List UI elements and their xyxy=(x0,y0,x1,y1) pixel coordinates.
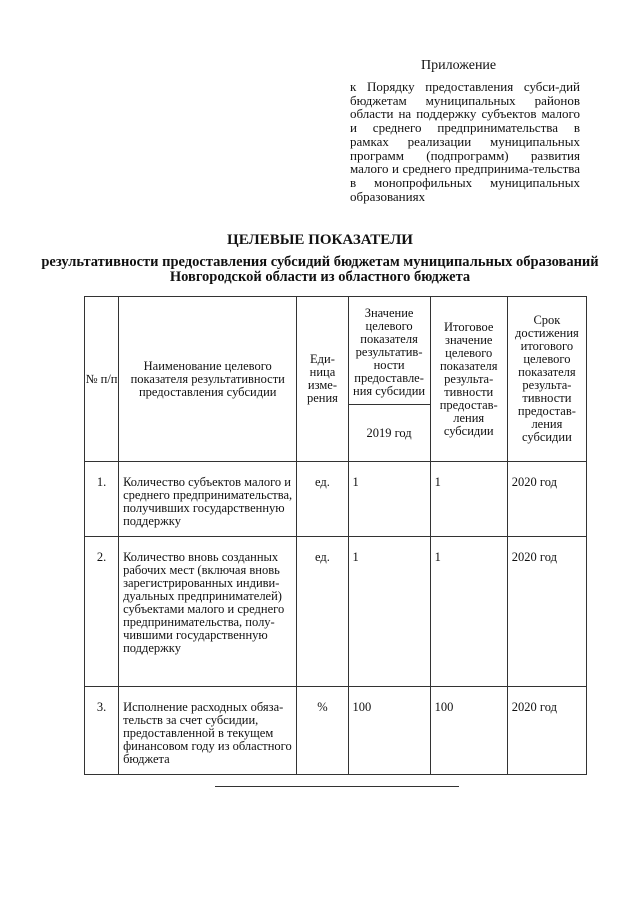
header-name: Наименование целевого показателя результативности предоставления субсидии xyxy=(119,297,297,462)
document-title: ЦЕЛЕВЫЕ ПОКАЗАТЕЛИ xyxy=(227,232,413,248)
row-name: Количество вновь созданных рабочих мест (включая вновь зарегистрированных индиви-дуальных предпринимателей) субъектами малого и среднего предпринимательства, полу-чившими государственную поддержку xyxy=(119,537,297,687)
row-num: 2. xyxy=(85,537,119,687)
header-value-year: 2019 год xyxy=(348,405,430,462)
row-total: 1 xyxy=(430,537,507,687)
row-value: 1 xyxy=(348,462,430,537)
row-total: 1 xyxy=(430,462,507,537)
header-total: Итоговое значение целевого показателя результа-тивности предостав-ления субсидии xyxy=(430,297,507,462)
row-value: 100 xyxy=(348,687,430,775)
row-unit: ед. xyxy=(297,462,348,537)
row-unit: % xyxy=(297,687,348,775)
row-unit: ед. xyxy=(297,537,348,687)
row-num: 1. xyxy=(85,462,119,537)
row-name: Количество субъектов малого и среднего предпринимательства, получивших государственную поддержку xyxy=(119,462,297,537)
header-term: Срок достижения итогового целевого показателя результа-тивности предостав-ления субсидии xyxy=(507,297,586,462)
table-row xyxy=(85,687,587,775)
row-term: 2020 год xyxy=(507,687,586,775)
header-unit: Еди-ница изме-рения xyxy=(297,297,348,462)
document-subtitle: результативности предоставления субсидий бюджетам муниципальных образований Новгородской области из областного бюджета xyxy=(41,254,599,285)
header-value: Значение целевого показателя результатив-ности предоставле-ния субсидии xyxy=(348,297,430,405)
appendix-text: к Порядку предоставления субси-дий бюджетам муниципальных районов области на поддержку субъектов малого и среднего предпринимательства в рамках реализации муниципальных программ (подпрограмм) развития малого и среднего предпринима-тельства в монопрофильных муниципальных образованиях xyxy=(350,79,580,204)
row-total: 100 xyxy=(430,687,507,775)
row-term: 2020 год xyxy=(507,462,586,537)
header-num: № п/п xyxy=(85,297,119,462)
table-header-row xyxy=(85,297,587,405)
row-name: Исполнение расходных обяза-тельств за счет субсидии, предоставленной в текущем финансовом году из областного бюджета xyxy=(119,687,297,775)
table-row xyxy=(85,462,587,537)
row-value: 1 xyxy=(348,537,430,687)
row-term: 2020 год xyxy=(507,537,586,687)
row-num: 3. xyxy=(85,687,119,775)
end-divider xyxy=(215,786,459,787)
indicators-table xyxy=(84,296,587,775)
table-row xyxy=(85,537,587,687)
appendix-title: Приложение xyxy=(421,58,497,73)
